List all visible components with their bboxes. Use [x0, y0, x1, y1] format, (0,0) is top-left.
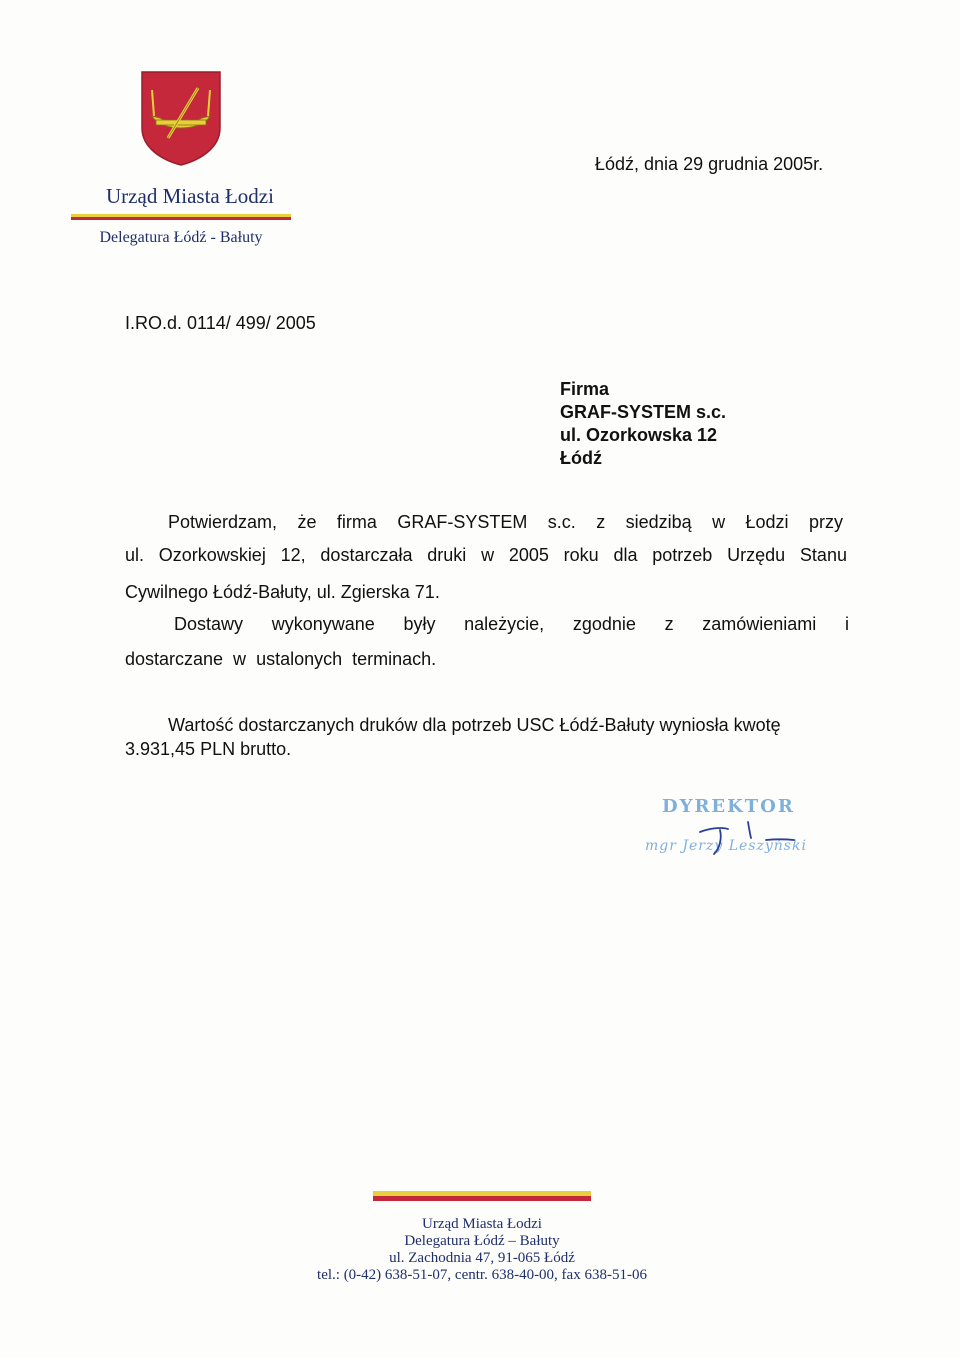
body-line: ul. Ozorkowskiej 12, dostarczała druki w 2005 roku dla potrzeb Urzędu Stanu — [125, 545, 847, 565]
handwritten-signature — [670, 810, 800, 856]
footer-line: ul. Zachodnia 47, 91-065 Łódź — [389, 1250, 575, 1266]
footer-line: Urząd Miasta Łodzi — [422, 1216, 542, 1232]
body-line: dostarczane w ustalonych terminach. — [125, 649, 437, 669]
body-line: Dostawy wykonywane były należycie, zgodnie z zamówieniami i — [174, 614, 849, 634]
recipient-line: ul. Ozorkowska 12 — [560, 425, 718, 445]
footer-line: tel.: (0-42) 638-51-07, centr. 638-40-00, fax 638-51-06 — [317, 1267, 647, 1283]
delegation-name: Delegatura Łódź - Bałuty — [99, 229, 263, 246]
lodz-coat-of-arms-icon — [140, 70, 222, 166]
reference-number: I.RO.d. 0114/ 499/ 2005 — [125, 313, 316, 333]
body-line: Wartość dostarczanych druków dla potrzeb USC Łódź-Bałuty wyniosła kwotę — [168, 715, 781, 735]
body-line: Cywilnego Łódź-Bałuty, ul. Zgierska 71. — [125, 582, 440, 602]
office-name: Urząd Miasta Łodzi — [106, 184, 274, 208]
footer-stripe — [373, 1191, 591, 1201]
footer-line: Delegatura Łódź – Bałuty — [404, 1233, 560, 1249]
recipient-line: Łódź — [560, 448, 602, 468]
header-stripe — [71, 214, 291, 220]
recipient-address — [560, 378, 726, 470]
date-line: Łódź, dnia 29 grudnia 2005r. — [595, 154, 824, 174]
recipient-line: Firma — [560, 379, 610, 399]
stamp-name: mgr Jerzy Leszyński — [645, 838, 807, 854]
director-stamp — [640, 794, 820, 874]
body-line: 3.931,45 PLN brutto. — [125, 739, 292, 759]
footer-address — [280, 1216, 684, 1284]
body-line: Potwierdzam, że firma GRAF-SYSTEM s.c. z siedzibą w Łodzi przy — [168, 512, 843, 532]
recipient-line: GRAF-SYSTEM s.c. — [560, 402, 727, 422]
stamp-title: DYREKTOR — [662, 796, 795, 817]
